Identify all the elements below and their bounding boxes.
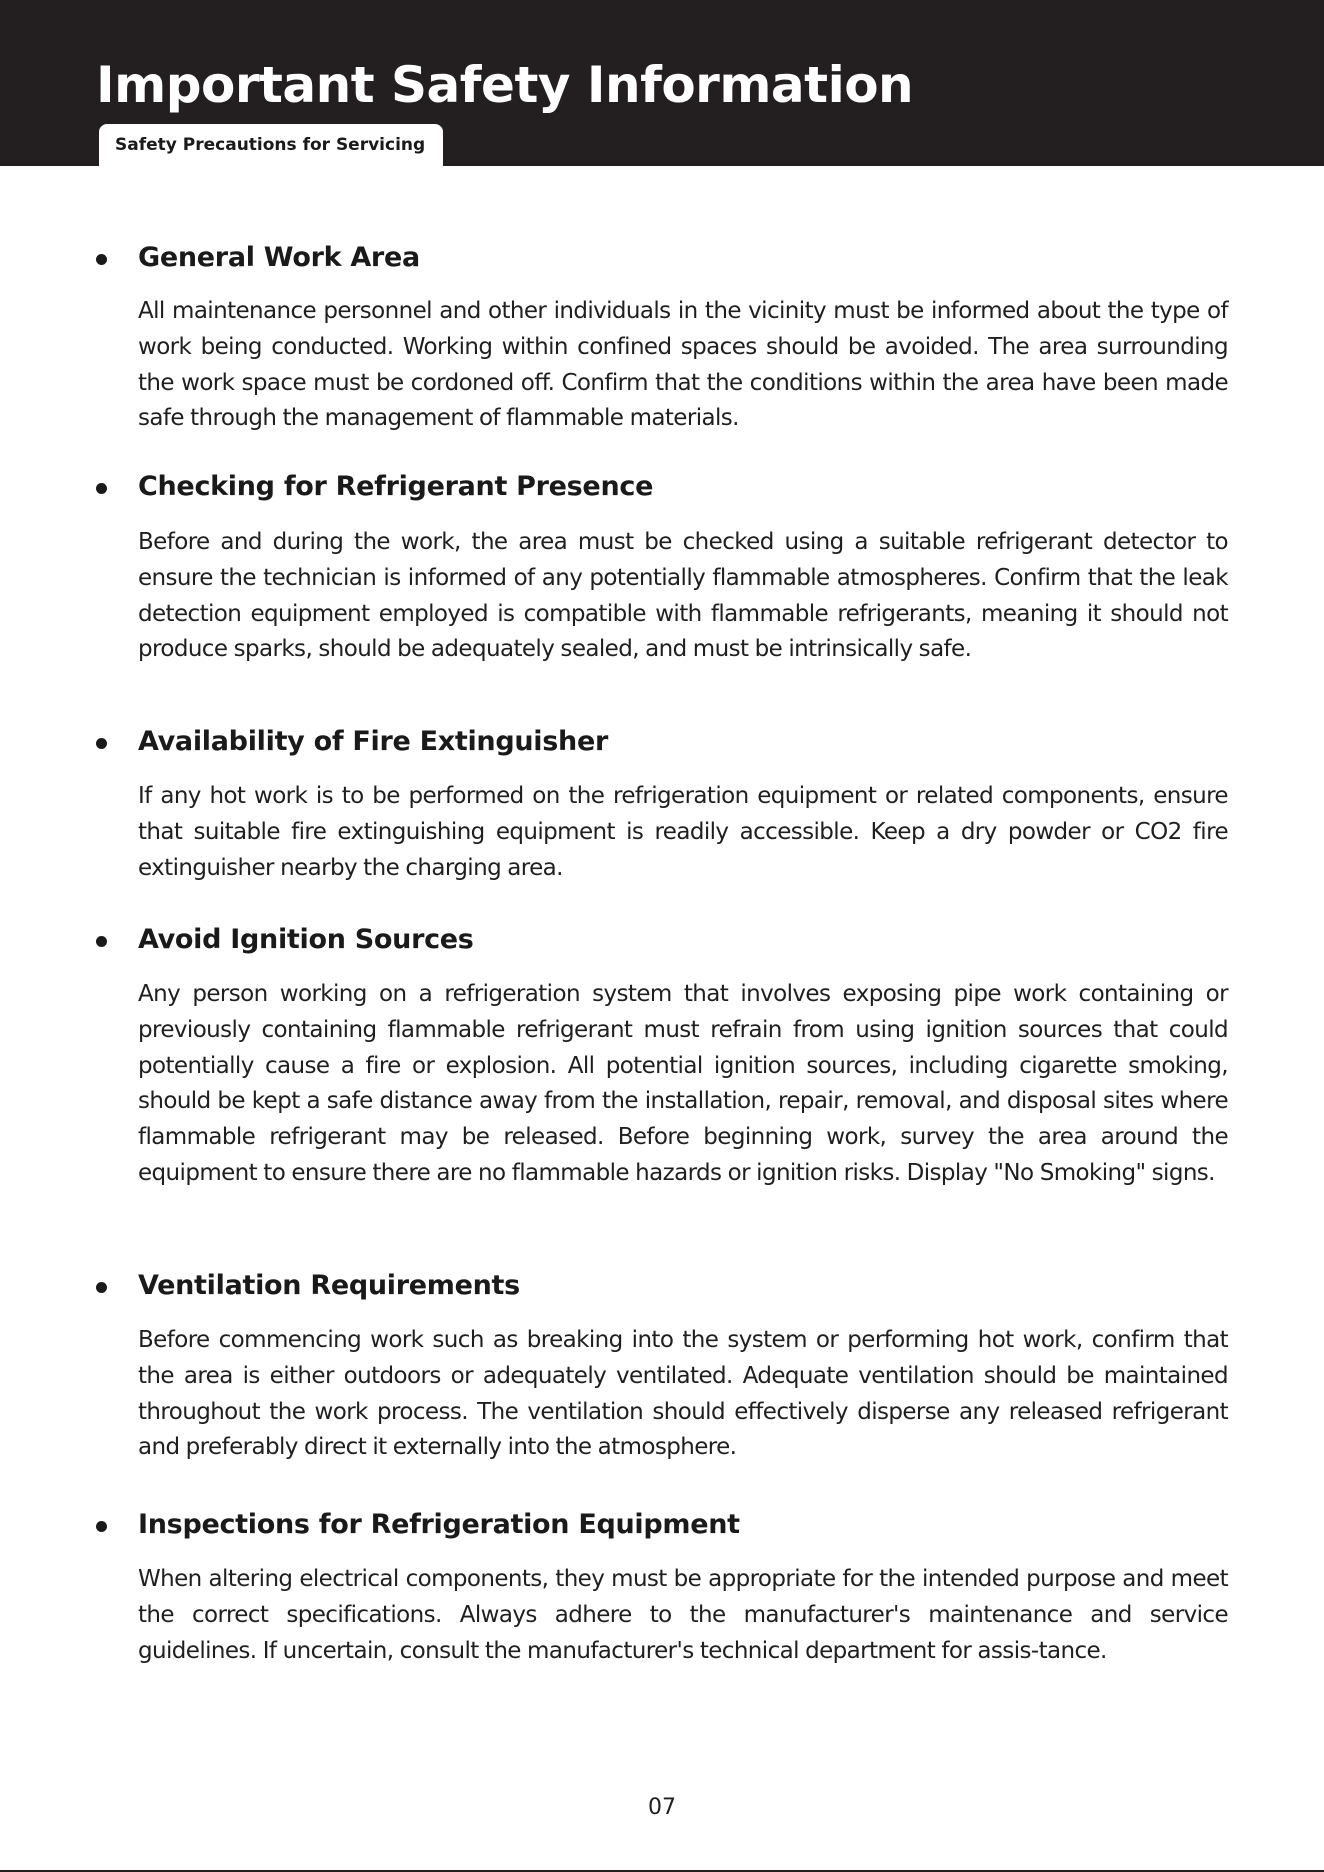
section-heading: Ventilation Requirements [138, 1270, 520, 1301]
section-heading: Checking for Refrigerant Presence [138, 471, 654, 502]
section-body: Any person working on a refrigeration system that involves exposing pipe work containing or previously containing flammable refrigerant must refrain from using ignition sources that could potentially cause a fire or explosion. All potential ignition sources, including cigarette smoking, should be kept a safe distance away from the installation, repair, removal, and disposal sites where flammable refrigerant may be released. Before beginning work, survey the area around the equipment to ensure there are no flammable hazards or ignition risks. Display "No Smoking" signs. [138, 981, 1228, 1186]
section-tab: Safety Precautions for Servicing [99, 124, 443, 166]
bullet-icon [96, 254, 107, 265]
bullet-icon [96, 936, 107, 947]
bullet-icon [96, 483, 107, 494]
section-heading: Inspections for Refrigeration Equipment [138, 1509, 740, 1540]
section-body: When altering electrical components, they must be appropriate for the intended purpose and meet the correct specifications. Always adhere to the manufacturer's maintenance and service guidelines. If uncertain, consult the manufacturer's technical department for assis-tance. [138, 1566, 1228, 1664]
page-title: Important Safety Information [96, 56, 914, 114]
section-heading: General Work Area [138, 242, 420, 273]
header-band [0, 0, 1324, 166]
page-number: 07 [648, 1795, 676, 1820]
bullet-icon [96, 1282, 107, 1293]
bullet-icon [96, 1521, 107, 1532]
section-body: If any hot work is to be performed on the refrigeration equipment or related components, ensure that suitable fire extinguishing equipment is readily accessible. Keep a dry powder or CO2 fire extinguisher nearby the charging area. [138, 783, 1228, 881]
section-body: All maintenance personnel and other individuals in the vicinity must be informed about the type of work being conducted. Working within confined spaces should be avoided. The area surrounding the work space must be cordoned off. Confirm that the conditions within the area have been made safe through the management of flammable materials. [138, 298, 1228, 432]
section-body: Before commencing work such as breaking into the system or performing hot work, confirm that the area is either outdoors or adequately ventilated. Adequate ventilation should be maintained throughout the work process. The ventilation should effectively disperse any released refrigerant and preferably direct it externally into the atmosphere. [138, 1327, 1228, 1461]
section-heading: Availability of Fire Extinguisher [138, 726, 608, 757]
section-heading: Avoid Ignition Sources [138, 924, 474, 955]
section-body: Before and during the work, the area must be checked using a suitable refrigerant detector to ensure the technician is informed of any potentially flammable atmospheres. Confirm that the leak detection equipment employed is compatible with flammable refrigerants, meaning it should not produce sparks, should be adequately sealed, and must be intrinsically safe. [138, 529, 1228, 663]
bullet-icon [96, 738, 107, 749]
